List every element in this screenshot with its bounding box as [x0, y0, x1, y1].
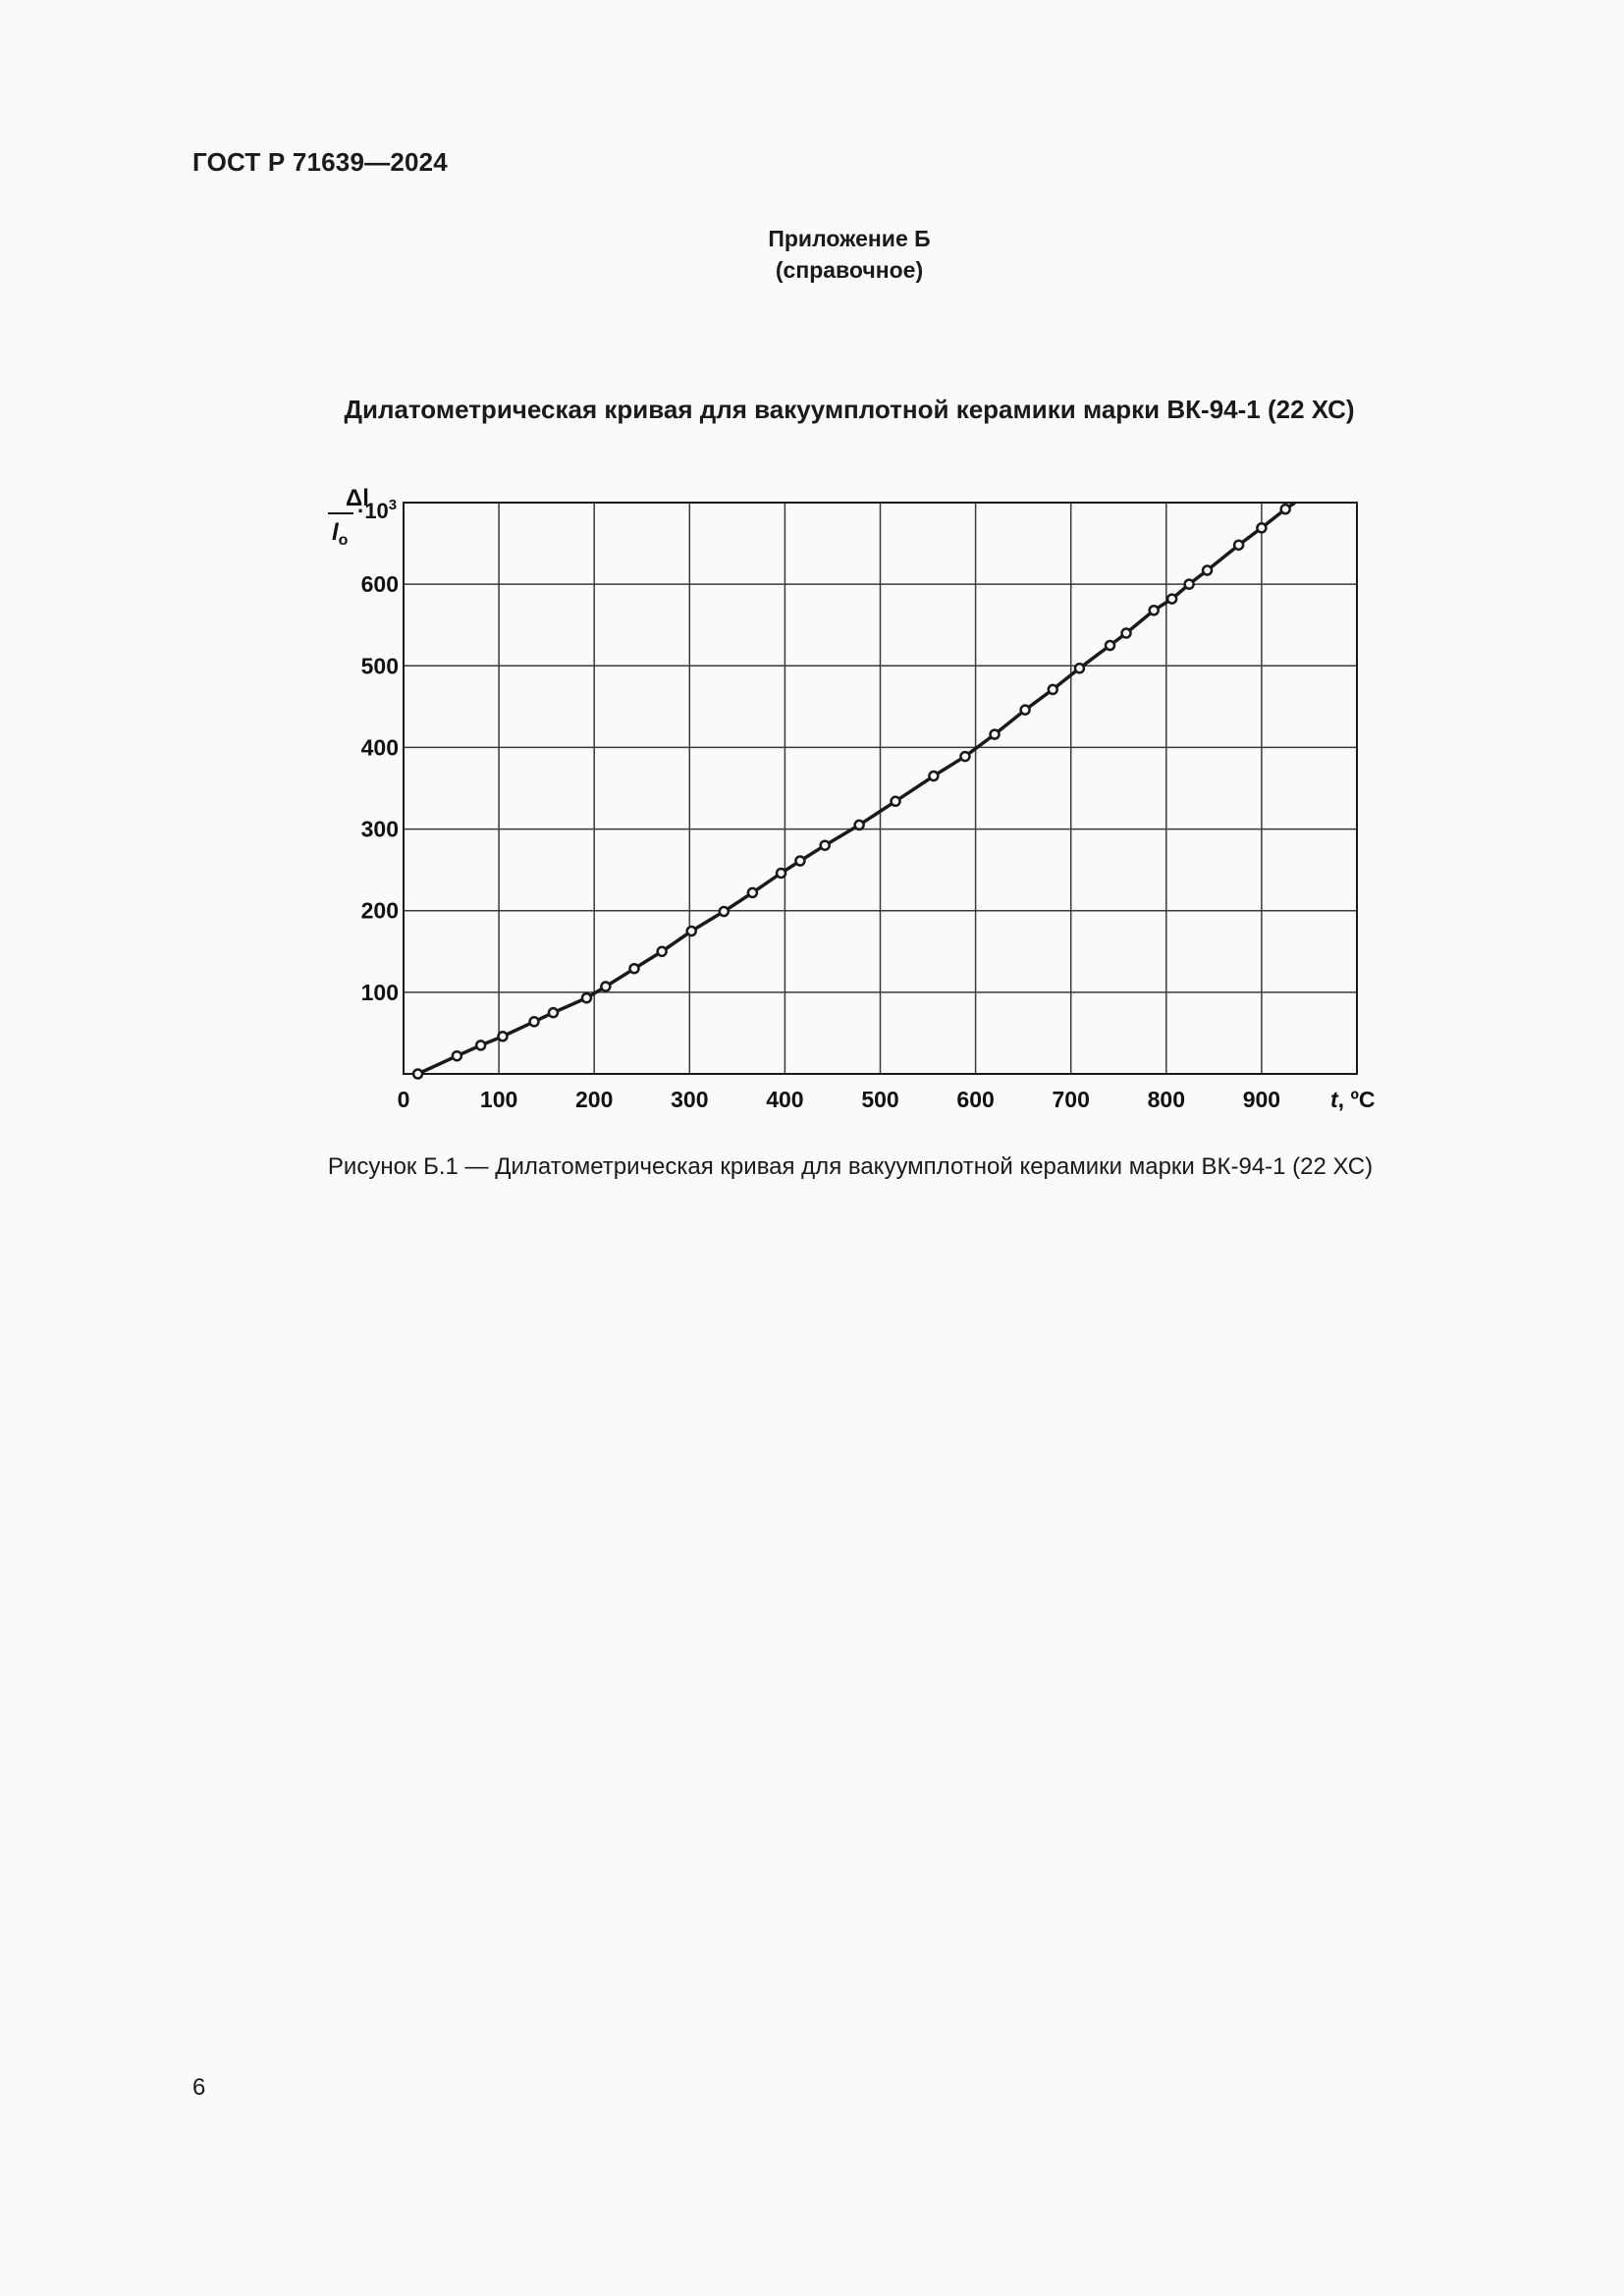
- y-label-multiplier: ·10: [357, 499, 389, 523]
- data-point-marker: [549, 1008, 558, 1017]
- x-tick-label: 500: [861, 1087, 899, 1112]
- data-point-marker: [1234, 541, 1243, 550]
- data-point-marker: [453, 1051, 461, 1060]
- data-point-marker: [1257, 523, 1266, 532]
- x-tick-label: 0: [397, 1087, 410, 1112]
- data-point-marker: [687, 927, 696, 935]
- svg-text:lo: [332, 519, 349, 549]
- data-point-marker: [530, 1017, 539, 1026]
- chart-grid: [404, 503, 1357, 1074]
- y-tick-label: 500: [360, 653, 399, 679]
- y-label-denominator: l: [332, 519, 339, 546]
- x-label-unit: , ºC: [1337, 1087, 1376, 1112]
- svg-text:·103: [357, 497, 397, 523]
- data-point-marker: [991, 730, 1000, 739]
- data-point-marker: [1167, 595, 1176, 604]
- appendix-title: Приложение Б: [768, 226, 931, 251]
- x-tick-label: 400: [766, 1087, 804, 1112]
- data-point-marker: [960, 752, 969, 761]
- data-point-marker: [795, 856, 804, 865]
- data-point-marker: [777, 869, 785, 878]
- figure-caption: Рисунок Б.1 — Дилатометрическая кривая для вакуумплотной керамики марки ВК-94-1 (22 ХС): [327, 1153, 1374, 1180]
- y-label-denominator-subscript: o: [338, 532, 349, 549]
- y-tick-labels: [361, 571, 399, 1005]
- data-point-marker: [601, 983, 610, 991]
- data-point-marker: [892, 797, 900, 806]
- data-point-marker: [720, 907, 729, 916]
- data-point-marker: [658, 947, 667, 956]
- data-point-marker: [1281, 505, 1290, 513]
- standard-code: ГОСТ Р 71639—2024: [192, 147, 448, 177]
- x-tick-label: 800: [1147, 1087, 1185, 1112]
- y-tick-label: 300: [360, 816, 399, 842]
- data-point-marker: [1049, 685, 1057, 694]
- data-point-marker: [1021, 706, 1030, 715]
- data-point-marker: [855, 821, 864, 829]
- data-point-marker: [1106, 641, 1114, 650]
- dilatometric-chart: [0, 0, 1624, 1139]
- x-label-variable: t: [1330, 1087, 1338, 1112]
- data-point-marker: [1150, 606, 1159, 614]
- data-point-marker: [1122, 629, 1131, 638]
- y-tick-label: 600: [360, 571, 399, 598]
- x-tick-label: 300: [671, 1087, 709, 1112]
- appendix-note: (справочное): [775, 257, 924, 283]
- x-tick-label: 200: [575, 1087, 614, 1112]
- data-point-marker: [413, 1070, 422, 1079]
- data-point-marker: [629, 964, 638, 973]
- data-point-marker: [498, 1032, 507, 1041]
- x-tick-label: 100: [479, 1087, 518, 1112]
- data-point-marker: [1075, 664, 1084, 672]
- x-tick-labels: [398, 1087, 1280, 1112]
- x-tick-label: 600: [956, 1087, 995, 1112]
- figure-heading: Дилатометрическая кривая для вакуумплотной керамики марки ВК-94-1 (22 ХС): [344, 395, 1355, 424]
- y-label-numerator-delta: Δl: [346, 485, 369, 511]
- curve-line: [418, 503, 1295, 1074]
- y-tick-label: 100: [360, 979, 399, 1005]
- y-tick-label: 200: [360, 897, 399, 924]
- data-point-marker: [748, 888, 757, 897]
- x-tick-label: 700: [1052, 1087, 1090, 1112]
- data-point-marker: [821, 841, 830, 850]
- x-axis-label: [1330, 1087, 1375, 1112]
- y-axis-label: [328, 485, 397, 549]
- data-point-marker: [582, 993, 591, 1002]
- y-label-exponent: 3: [388, 497, 398, 513]
- x-tick-label: 900: [1242, 1087, 1281, 1112]
- data-point-marker: [1203, 566, 1212, 575]
- data-point-marker: [1185, 580, 1194, 589]
- y-tick-label: 400: [360, 734, 399, 761]
- page-number: 6: [192, 2074, 206, 2101]
- data-point-marker: [929, 772, 938, 780]
- data-point-marker: [476, 1041, 485, 1049]
